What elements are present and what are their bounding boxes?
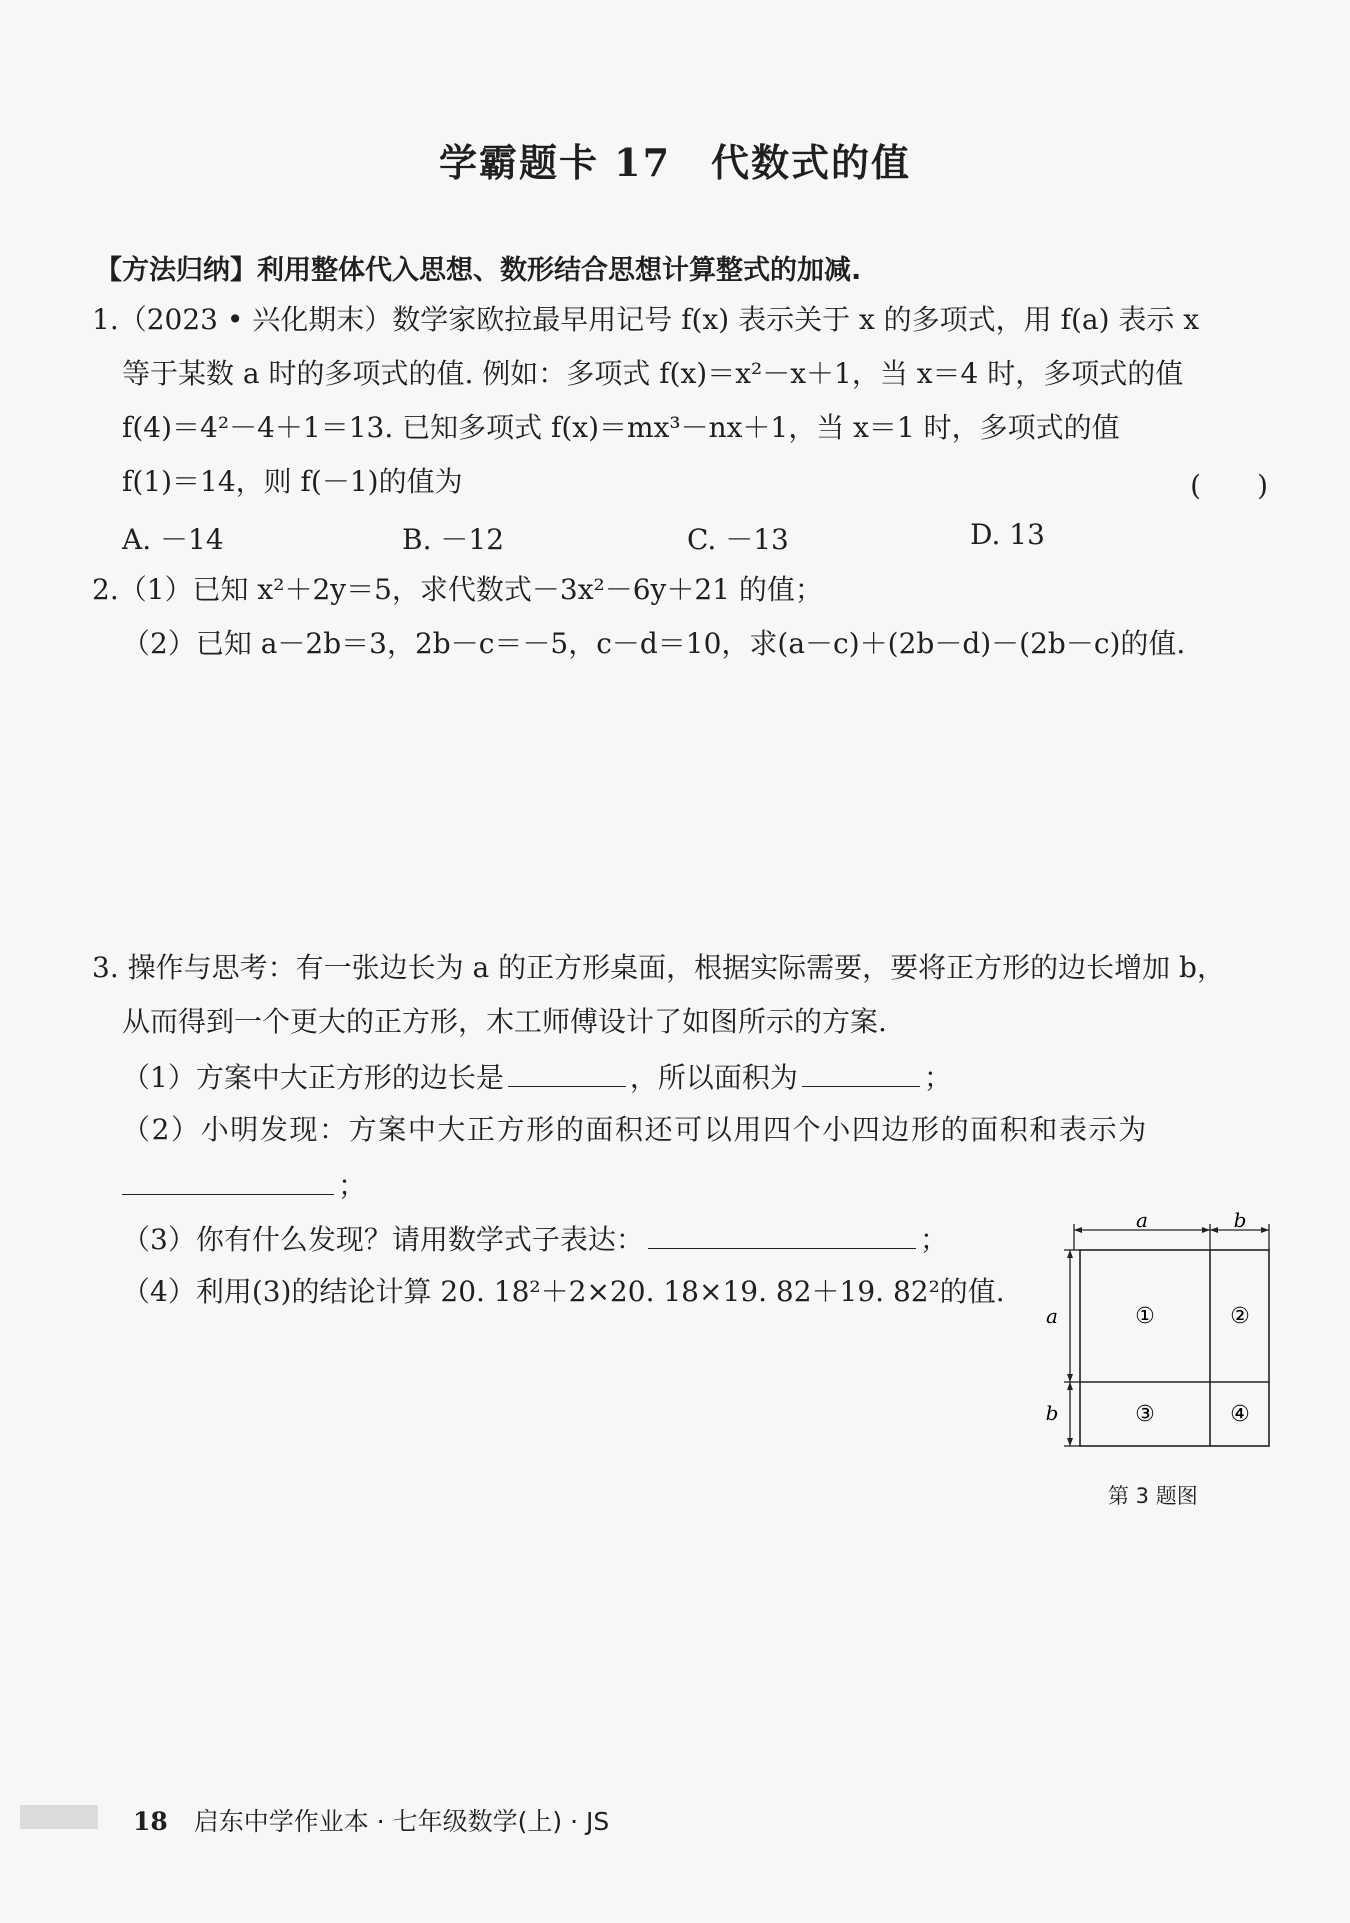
q1-option-a: A. －14 [122, 523, 224, 556]
q1-line-1: 1.（2023 • 兴化期末）数学家欧拉最早用记号 f(x) 表示关于 x 的多项式，用 f(a) 表示 x [92, 303, 1200, 336]
q1-line-2: 等于某数 a 时的多项式的值. 例如：多项式 f(x)＝x²－x＋1，当 x＝4 时，多项式的值 [122, 357, 1184, 390]
q1-option-c: C. －13 [687, 523, 789, 556]
q1-option-b: B. －12 [402, 523, 505, 556]
label-b-top: b [1233, 1210, 1247, 1232]
q3-part-1-text-c: ； [923, 1061, 952, 1094]
q3-part-1-text-b: ，所以面积为 [629, 1061, 798, 1094]
q1-line-3: f(4)＝4²－4＋1＝13. 已知多项式 f(x)＝mx³－nx＋1，当 x＝1 时，多项式的值 [122, 411, 1120, 444]
answer-blank-formula[interactable] [648, 1220, 916, 1249]
method-summary: 【方法归纳】利用整体代入思想、数形结合思想计算整式的加减. [95, 255, 862, 286]
q3-part-3-text: （3）你有什么发现？请用数学式子表达： [122, 1223, 644, 1256]
figure-caption: 第 3 题图 [1108, 1484, 1198, 1508]
q3-part-1 [122, 1058, 952, 1096]
footer-bar [20, 1805, 98, 1829]
label-b-left: b [1045, 1401, 1059, 1425]
q3-line-2: 从而得到一个更大的正方形，木工师傅设计了如图所示的方案. [122, 1005, 887, 1038]
q3-part-3 [122, 1220, 948, 1258]
q3-part-1-text-a: （1）方案中大正方形的边长是 [122, 1061, 504, 1094]
cell-3-label: ③ [1135, 1402, 1155, 1427]
answer-blank-sum-of-areas[interactable] [122, 1166, 334, 1195]
page-number: 18 [133, 1807, 168, 1836]
q2-part-2: （2）已知 a－2b＝3，2b－c＝－5，c－d＝10，求(a－c)＋(2b－d)－(2b－c)的值. [122, 627, 1186, 660]
q3-part-4: （4）利用(3)的结论计算 20. 18²＋2×20. 18×19. 82＋19. 82²的值. [122, 1275, 1005, 1308]
q1-option-d: D. 13 [970, 518, 1045, 551]
square-diagram [1030, 1210, 1280, 1450]
cell-2-label: ② [1230, 1304, 1250, 1329]
q1-answer-bracket: ( ) [1190, 469, 1268, 502]
cell-4-label: ④ [1230, 1402, 1250, 1427]
footer [133, 1802, 609, 1838]
answer-blank-side-length[interactable] [508, 1058, 626, 1087]
label-a-left: a [1046, 1304, 1058, 1328]
q1-line-4: f(1)＝14，则 f(－1)的值为 [122, 465, 463, 498]
cell-1-label: ① [1135, 1304, 1155, 1329]
answer-blank-area[interactable] [802, 1058, 920, 1087]
q3-part-2-end: ； [338, 1169, 367, 1202]
q3-part-2-blank-line [122, 1166, 366, 1204]
q2-part-1: 2.（1）已知 x²＋2y＝5，求代数式－3x²－6y＋21 的值； [92, 573, 823, 606]
book-title: 启东中学作业本 · 七年级数学(上) · JS [193, 1807, 610, 1836]
label-a-top: a [1136, 1210, 1148, 1232]
q3-part-2: （2）小明发现：方案中大正方形的面积还可以用四个小四边形的面积和表示为 [122, 1113, 1148, 1146]
q3-part-3-end: ； [919, 1223, 948, 1256]
q3-line-1: 3. 操作与思考：有一张边长为 a 的正方形桌面，根据实际需要，要将正方形的边长增加 b， [92, 951, 1225, 984]
page-title: 学霸题卡 17 代数式的值 [438, 140, 912, 185]
